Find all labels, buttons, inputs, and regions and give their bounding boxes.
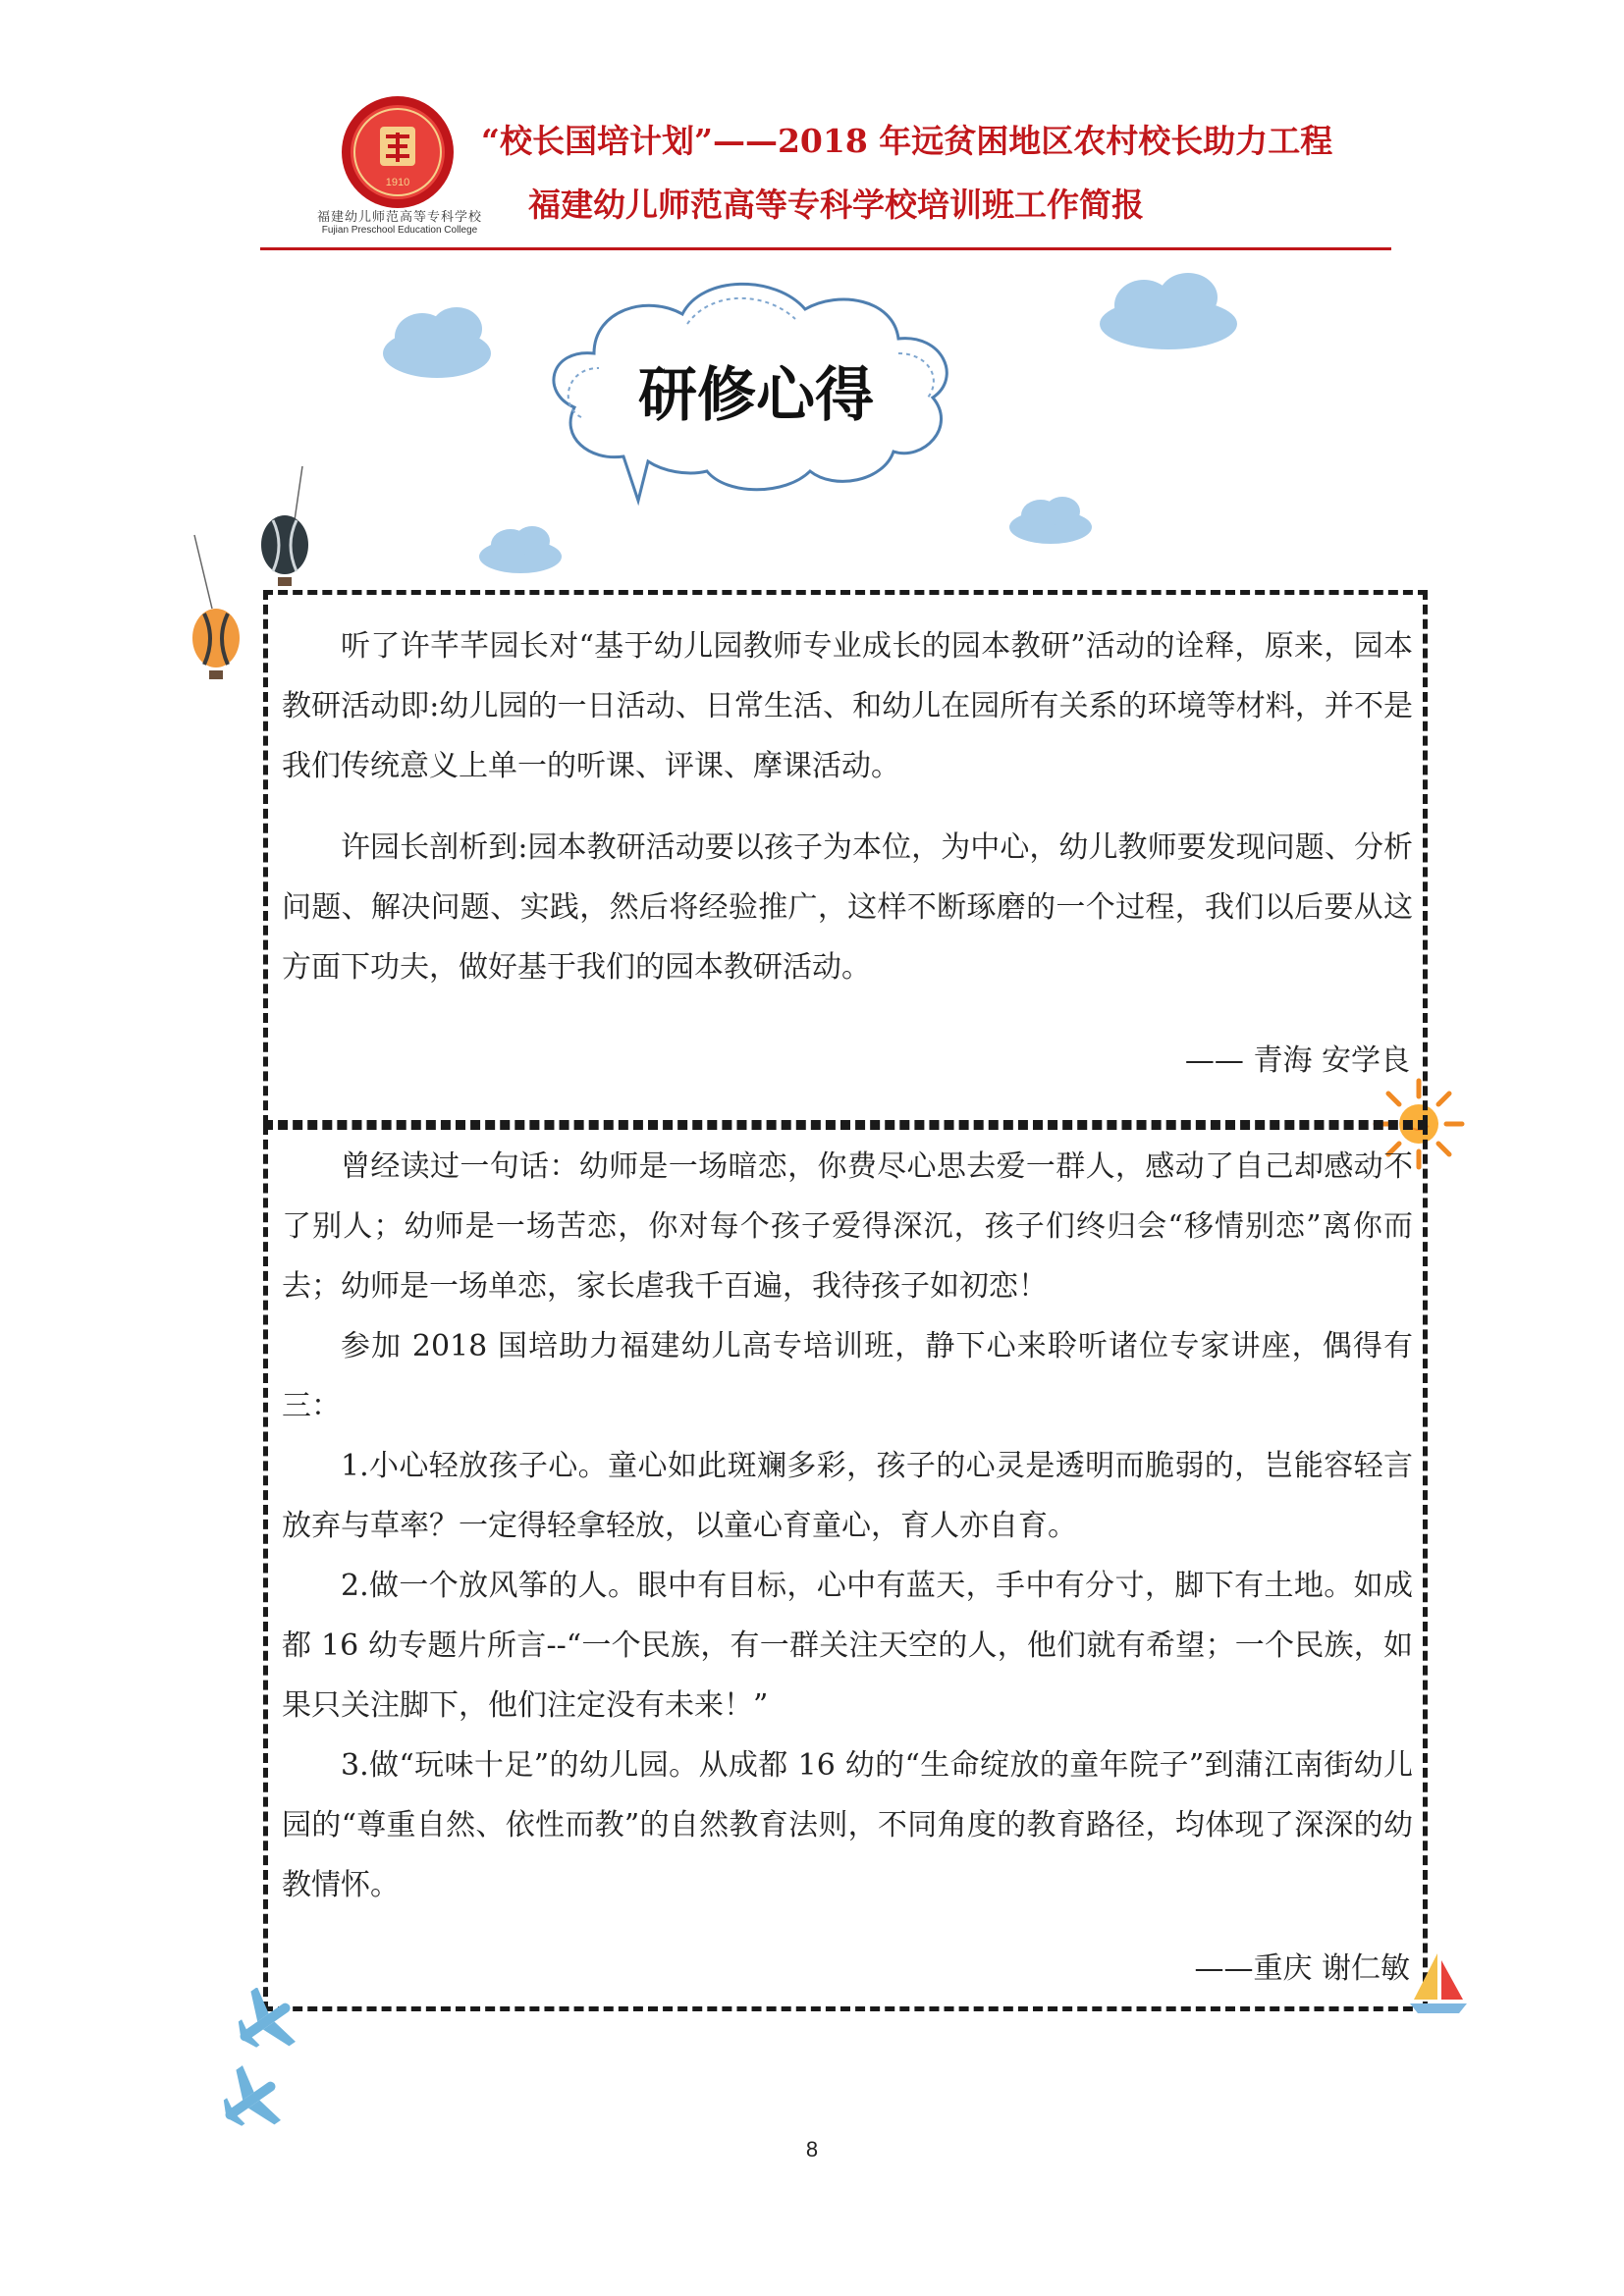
banner-artwork [363, 270, 1306, 594]
section2-paragraph-4: 2.做一个放风筝的人。眼中有目标，心中有蓝天，手中有分寸，脚下有土地。如成都 16 幼专题片所言--“一个民族，有一群关注天空的人，他们就有希望；一个民族，如果只关注脚下，他们注定没有未来！” [282, 1569, 1413, 1723]
section2-paragraph-3: 1.小心轻放孩子心。童心如此斑斓多彩，孩子的心灵是透明而脆弱的，岂能容轻言放弃与草率？一定得轻拿轻放，以童心育童心，育人亦自育。 [282, 1449, 1413, 1543]
logo-text-chinese: 福建幼儿师范高等专科学校 [316, 210, 482, 225]
airplane-icon [207, 2056, 294, 2145]
airplane-icon [222, 1988, 308, 2066]
section1-paragraph-1: 听了许芊芊园长对“基于幼儿园教师专业成长的园本教研”活动的诠释，原来，园本教研活动即:幼儿园的一日活动、日常生活、和幼儿在园所有关系的环境等材料，并不是我们传统意义上单一的听课、评课、摩课活动。 [282, 629, 1413, 783]
airplanes [206, 1988, 334, 2145]
section2-signature: ——重庆 谢仁敏 [1194, 1951, 1410, 1986]
sailboat-icon [1404, 1949, 1473, 2017]
balloon-icon [261, 515, 308, 586]
section2-paragraph-1: 曾经读过一句话：幼师是一场暗恋，你费尽心思去爱一群人，感动了自己却感动不了别人；幼师是一场苦恋，你对每个孩子爱得深沉，孩子们终归会“移情别恋”离你而去；幼师是一场单恋，家长虐我千百遍，我待孩子如初恋！ [282, 1149, 1413, 1304]
header-divider [260, 247, 1391, 250]
cloud-icon [1100, 273, 1237, 349]
header-title-line1: “校长国培计划”——2018 年远贫困地区农村校长助力工程 [481, 122, 1333, 160]
header-title-line2: 福建幼儿师范高等专科学校培训班工作简报 [528, 186, 1144, 224]
college-logo [339, 93, 457, 211]
page-number: 8 [805, 2137, 819, 2162]
section2-paragraph-5: 3.做“玩味十足”的幼儿园。从成都 16 幼的“生命绽放的童年院子”到蒲江南街幼儿园的“尊重自然、依性而教”的自然教育法则，不同角度的教育路径，均体现了深深的幼教情怀。 [282, 1748, 1413, 1902]
cloud-icon [383, 307, 491, 378]
logo-text-english: Fujian Preschool Education College [321, 225, 478, 236]
cloud-icon [1009, 497, 1092, 544]
section1-paragraph-2: 许园长剖析到:园本教研活动要以孩子为本位，为中心，幼儿教师要发现问题、分析问题、解决问题、实践，然后将经验推广，这样不断琢磨的一个过程，我们以后要从这方面下功夫，做好基于我们的园本教研活动。 [282, 830, 1413, 985]
section1-signature: —— 青海 安学良 [1184, 1043, 1410, 1078]
banner-title: 研修心得 [638, 361, 874, 430]
balloon-icon [192, 609, 240, 679]
logo-year: 1910 [385, 177, 410, 188]
cloud-icon [479, 526, 562, 573]
section2-paragraph-2: 参加 2018 国培助力福建幼儿高专培训班，静下心来聆听诸位专家讲座，偶得有三： [282, 1329, 1413, 1423]
